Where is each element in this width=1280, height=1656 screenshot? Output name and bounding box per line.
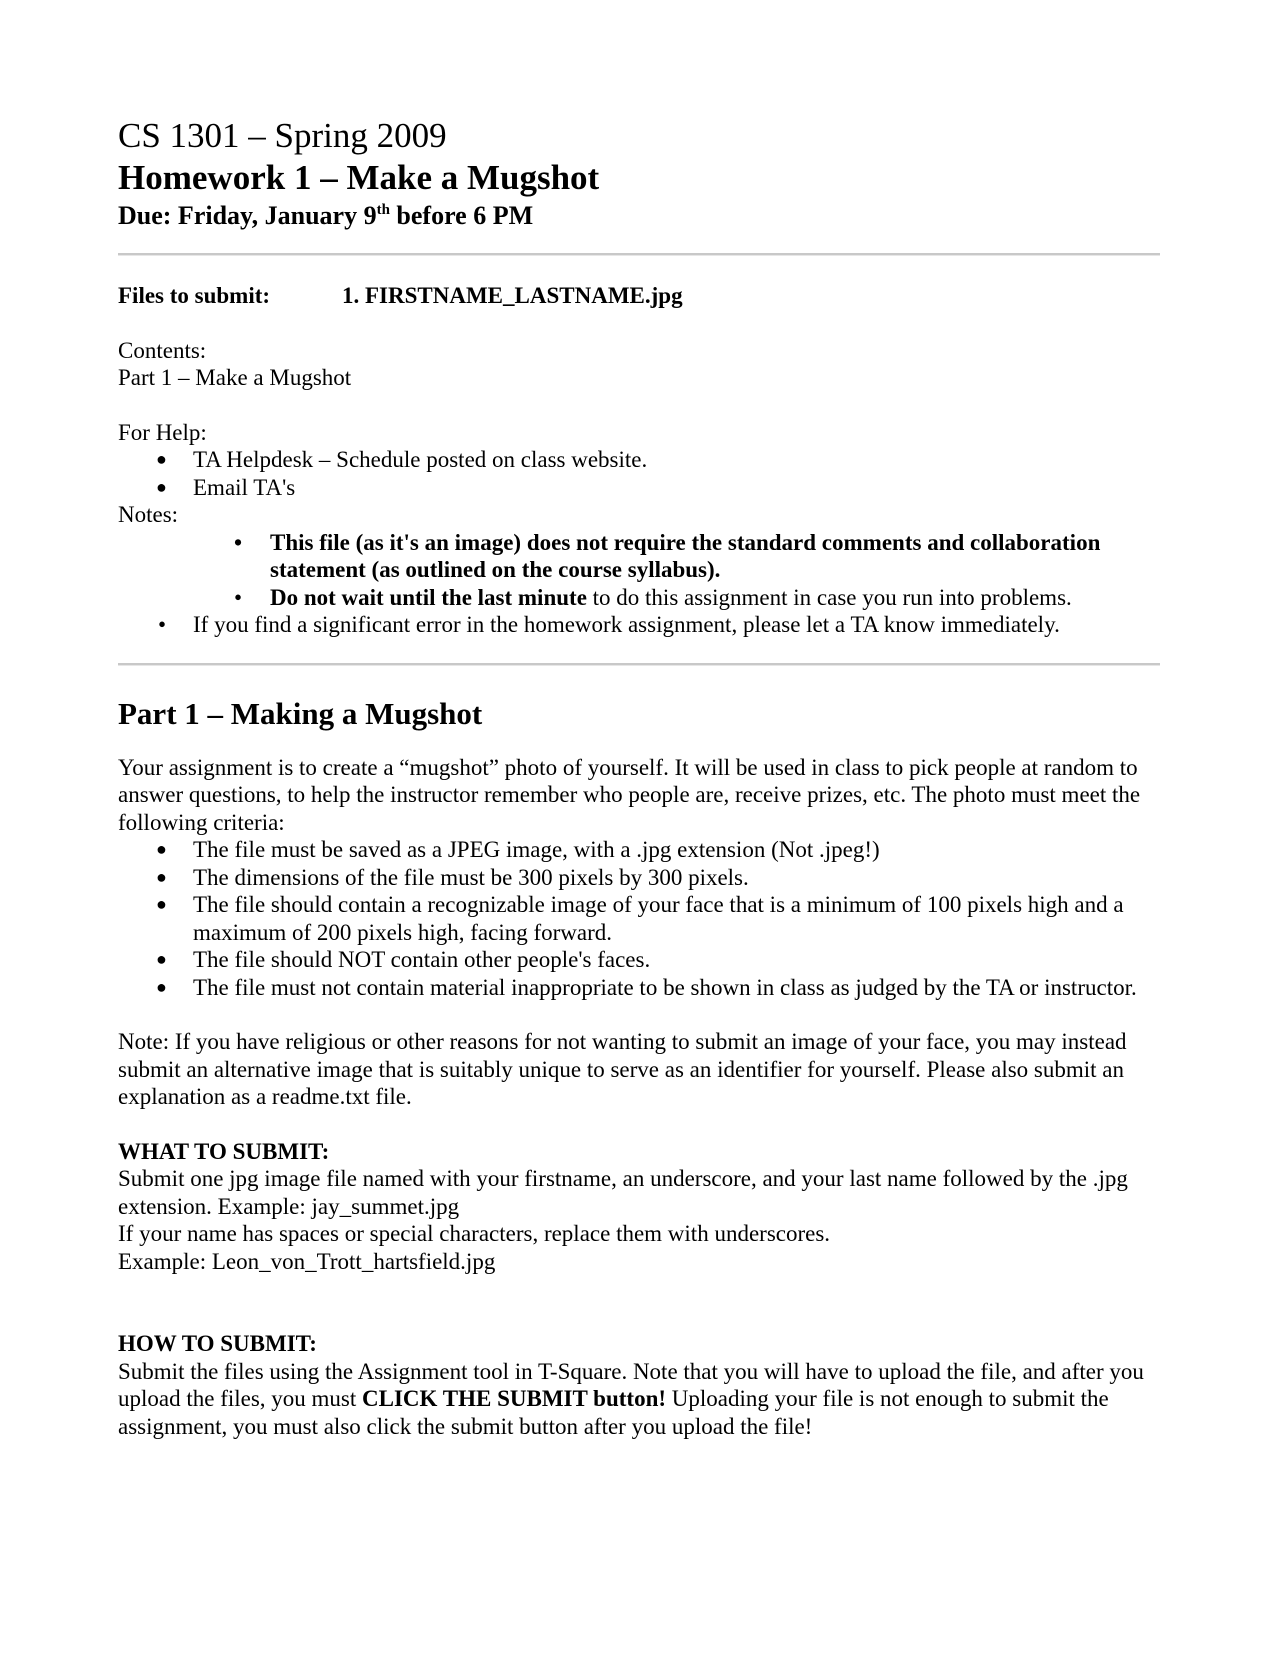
how-to-submit-text-end: Uploading your file is not enough to submit the assignment, you must also click the submit button after you upload the file! [118,1386,1109,1439]
part1-title: Part 1 – Making a Mugshot [118,695,483,731]
homework-title: Homework 1 – Make a Mugshot [118,158,600,197]
how-to-submit-text [118,1358,1160,1441]
notes-label: Notes: [118,502,179,527]
note-item-error: • If you find a significant error in the homework assignment, please let a TA know immediately. [118,611,1160,639]
due-date-ordinal: th [376,202,390,218]
what-to-submit-heading: WHAT TO SUBMIT: [118,1138,330,1164]
notes-list-outer [118,611,1160,639]
note-text: to do this assignment in case you run into problems. [586,584,1072,610]
contents-item: Part 1 – Make a Mugshot [118,365,352,390]
what-to-submit-line3: Example: Leon_von_Trott_hartsfield.jpg [118,1248,496,1274]
what-to-submit-line1: Submit one jpg image file named with your firstname, an underscore, and your last name followed by the .jpg extension. Example: jay_summet.jpg [118,1166,1128,1219]
note-item-image: • This file (as it's an image) does not require the standard comments and collaboration statement (as outlined on the course syllabus). [118,529,1160,584]
how-to-submit-heading: HOW TO SUBMIT: [118,1331,317,1356]
files-to-submit [118,282,1160,310]
criteria-list [118,836,1160,1001]
part1-note: Note: If you have religious or other reasons for not wanting to submit an image of your face, you may instead submit an alternative image that is suitably unique to serve as an identifier for yourself. Please also submit an explanation as a readme.txt file. [118,1029,1127,1109]
criteria-item: ● The file should NOT contain other people's faces. [118,946,1160,974]
course-title: CS 1301 – Spring 2009 [118,116,447,155]
criteria-item: ● The dimensions of the file must be 300 pixels by 300 pixels. [118,864,1160,892]
criteria-item: ● The file should contain a recognizable image of your face that is a minimum of 100 pixels high and a maximum of 200 pixels high, facing forward. [118,891,1160,946]
contents-label: Contents: [118,337,207,363]
document-content [118,116,1160,1440]
criteria-item: ● The file must not contain material inappropriate to be shown in class as judged by the TA or instructor. [118,974,1160,1002]
help-item: ● Email TA's [118,474,1160,502]
criteria-item: ● The file must be saved as a JPEG image, with a .jpg extension (Not .jpeg!) [118,836,1160,864]
notes-list [118,529,1160,612]
due-date-prefix: Due: Friday, January 9 [118,201,377,230]
due-date [118,200,1160,232]
help-label: For Help: [118,419,207,445]
due-date-suffix: before 6 PM [389,201,534,230]
help-item: ● TA Helpdesk – Schedule posted on class website. [118,446,1160,474]
files-label: Files to submit: [118,283,271,308]
help-list [118,446,1160,501]
part1-intro: Your assignment is to create a “mugshot” photo of yourself. It will be used in class to pick people at random to answer questions, to help the instructor remember who people are, receive prizes, etc. The photo must meet the following criteria: [118,754,1141,835]
note-item-last-minute [118,584,1160,612]
what-to-submit-line2: If your name has spaces or special characters, replace them with underscores. [118,1221,831,1246]
how-to-submit-text-start: Submit the files using the Assignment tool in T-Square. Note that you will have to upload the file, and after you upload the files, you must [118,1358,1144,1411]
note-bold-text: Do not wait until the last minute [270,584,587,610]
how-to-submit-emphasis: CLICK THE SUBMIT button! [362,1386,667,1411]
files-item: 1. FIRSTNAME_LASTNAME.jpg [342,283,683,308]
